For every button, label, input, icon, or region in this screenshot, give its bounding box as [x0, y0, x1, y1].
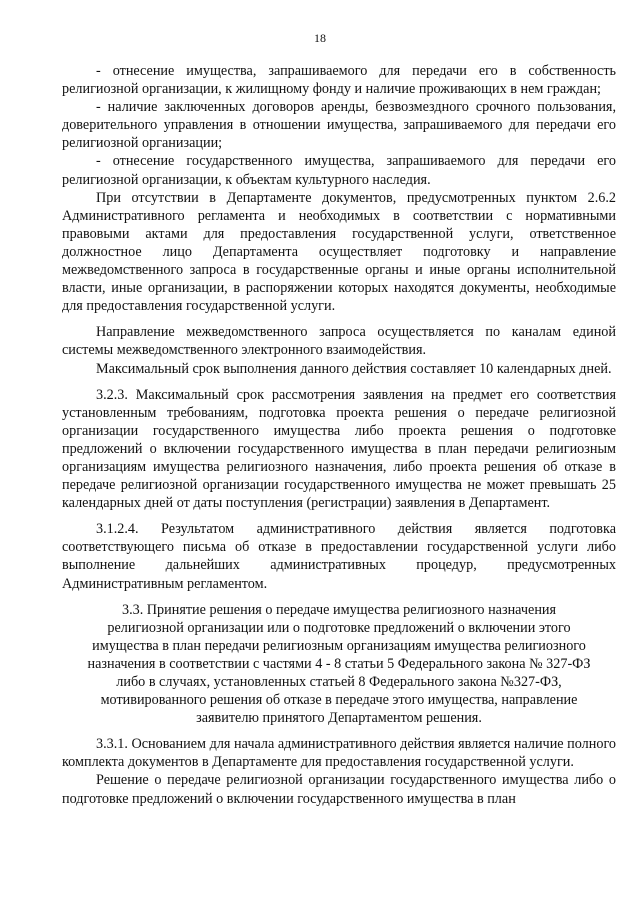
body-text [62, 62, 616, 808]
paragraph-item: - отнесение государственного имущества, запрашиваемого для передачи его религиозной организации, к объектам культурного наследия. [62, 153, 616, 188]
paragraph-item: Направление межведомственного запроса осуществляется по каналам единой системы межведомственного электронного взаимодействия. [62, 324, 616, 359]
paragraph-item: - отнесение имущества, запрашиваемого для передачи его в собственность религиозной организации, к жилищному фонду и наличие проживающих в нем граждан; [62, 63, 616, 98]
paragraph-item: Решение о передаче религиозной организации государственного имущества либо о подготовке предложений о включении государственного имущества в план [62, 772, 616, 807]
section-heading: 3.3. Принятие решения о передаче имущества религиозного назначения религиозной организации или о подготовке предложений о включении этого имущества в план передачи религиозным организациям имущества религиозного назначения в соответствии с частями 4 - 8 статьи 5 Федерального закона № 327-ФЗ либо в случаях, установленных статьей 8 Федерального закона №327-ФЗ, мотивированного решения об отказе в передаче этого имущества, направление заявителю принятого Департаментом решения. [87, 601, 591, 727]
paragraph-item: - наличие заключенных договоров аренды, безвозмездного срочного пользования, доверительного управления в отношении имущества, запрашиваемого для передачи его религиозной организации; [62, 99, 616, 152]
page-number: 18 [314, 31, 326, 45]
paragraph-item: 3.2.3. Максимальный срок рассмотрения заявления на предмет его соответствия установленным требованиям, подготовка проекта решения о передаче религиозной организации государственного имущества либо проекта решения о подготовке предложений о включении государственного имущества в план передачи религиозным организациям имущества религиозного назначения, либо проекта решения об отказе в передаче религиозной организации государственного имущества не может превышать 25 календарных дней от даты поступления (регистрации) заявления в Департамент. [62, 386, 616, 512]
paragraph-item: Максимальный срок выполнения данного действия составляет 10 календарных дней. [96, 360, 612, 377]
paragraph-item: 3.1.2.4. Результатом административного действия является подготовка соответствующего письма об отказе в предоставлении государственной услуги либо выполнение дальнейших административных процедур, предусмотренных Административным регламентом. [62, 521, 616, 592]
paragraph-item: 3.3.1. Основанием для начала административного действия является наличие полного комплекта документов в Департаменте для предоставления государственной услуги. [62, 736, 616, 771]
paragraph-item: При отсутствии в Департаменте документов, предусмотренных пунктом 2.6.2 Административного регламента и необходимых в соответствии с нормативными правовыми актами для предоставления государственной услуги, ответственное должностное лицо Департамента осуществляет подготовку и направление межведомственного запроса в государственные органы и иные органы исполнительной власти, иные организации, в распоряжении которых находятся документы, необходимые для предоставления государственной услуги. [62, 189, 616, 315]
